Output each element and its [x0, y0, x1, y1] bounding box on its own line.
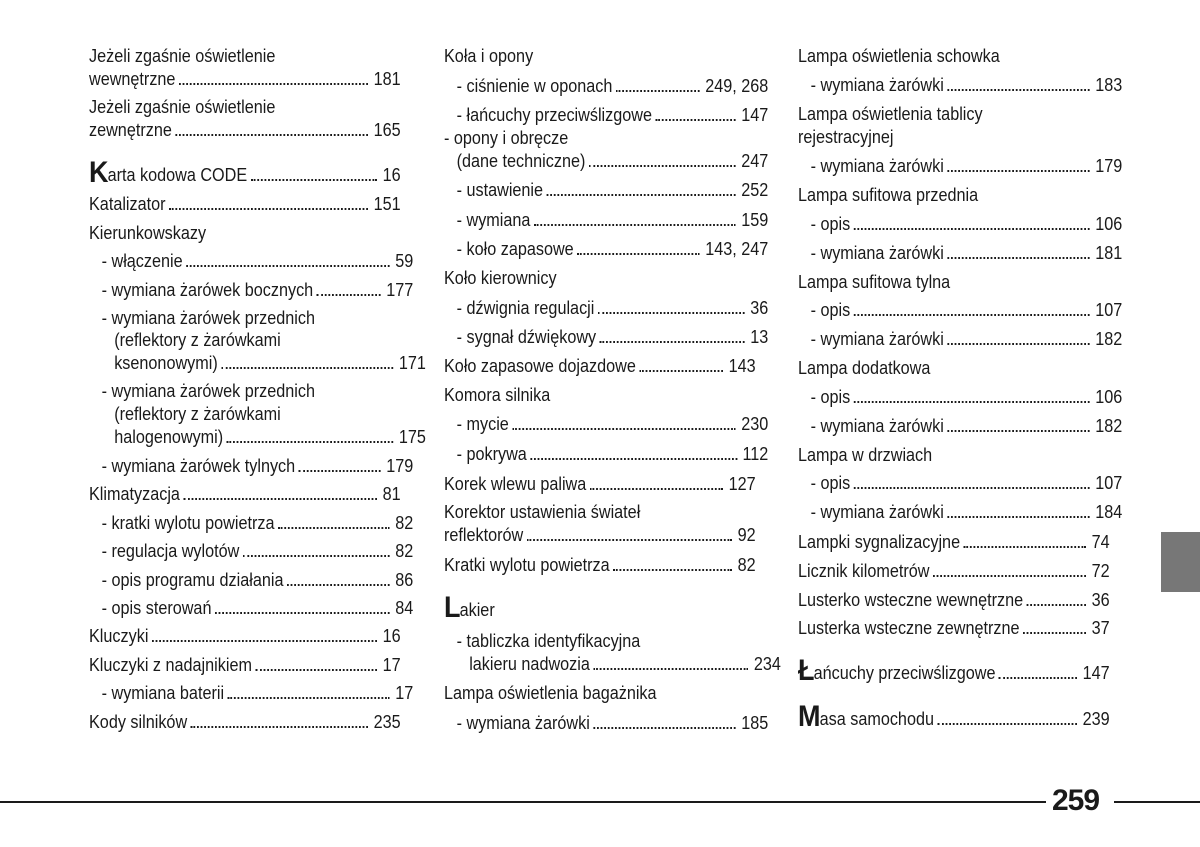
- index-entry: [444, 709, 768, 733]
- dot-leader: [221, 367, 393, 369]
- index-entry-text: - łańcuchy przeciwślizgowe: [456, 105, 652, 125]
- index-entry: [444, 521, 756, 545]
- index-entry: [798, 71, 1122, 95]
- index-entry-text: Lampa oświetlenia schowka: [798, 46, 1000, 66]
- section-initial-letter: Ł: [798, 654, 814, 687]
- index-entry-text: Lampa oświetlenia tablicy: [798, 104, 983, 124]
- dot-leader: [184, 498, 378, 500]
- dot-leader: [854, 314, 1090, 316]
- index-entry: [798, 498, 1122, 522]
- index-entry-text: Komora silnika: [444, 385, 551, 405]
- index-entry-page: 175: [398, 427, 426, 447]
- index-entry: [798, 296, 1122, 320]
- index-entry-text: - regulacja wylotów: [101, 541, 240, 561]
- dot-leader: [613, 569, 732, 571]
- index-entry-page: 13: [750, 327, 769, 347]
- index-entry-text: Kluczyki: [89, 626, 149, 646]
- index-entry: [89, 452, 413, 476]
- index-entry-text: Jeżeli zgaśnie oświetlenie: [89, 97, 276, 117]
- dot-leader: [152, 640, 377, 642]
- section-initial-letter: L: [444, 591, 460, 624]
- index-entry-page: 252: [741, 180, 769, 200]
- index-entry-text: Kierunkowskazy: [89, 223, 207, 243]
- index-entry-text: (reflektory z żarówkami: [114, 330, 281, 350]
- index-entry-page: 84: [395, 598, 414, 618]
- dot-leader: [278, 527, 390, 529]
- index-entry-text: Kody silników: [89, 712, 188, 732]
- index-entry: [89, 326, 426, 350]
- dot-leader: [317, 294, 381, 296]
- index-entry-page: 106: [1095, 387, 1123, 407]
- index-entry-text: - wymiana żarówki: [810, 243, 944, 263]
- footer-rule-right: [1114, 801, 1200, 803]
- index-entry-page: 127: [728, 474, 756, 494]
- index-entry-text: - sygnał dźwiękowy: [456, 327, 597, 347]
- index-entry-page: 59: [395, 251, 414, 271]
- index-entry-text: - opis: [810, 214, 851, 234]
- index-entry-page: 159: [741, 210, 769, 230]
- section-initial-letter: M: [798, 700, 820, 733]
- index-entry-text: - wymiana żarówki: [810, 502, 944, 522]
- dot-leader: [527, 539, 732, 541]
- index-entry-text: - ciśnienie w oponach: [456, 76, 613, 96]
- index-entry: [89, 156, 401, 189]
- index-entry-page: 185: [741, 713, 769, 733]
- dot-leader: [299, 470, 381, 472]
- dot-leader: [938, 723, 1078, 725]
- dot-leader: [947, 89, 1089, 91]
- dot-leader: [1023, 632, 1086, 634]
- index-entry-page: 230: [741, 414, 769, 434]
- index-entry-text: - wymiana żarówek bocznych: [101, 280, 314, 300]
- index-entry: [444, 440, 768, 464]
- index-entry-text: Lampa oświetlenia bagażnika: [444, 683, 657, 703]
- index-entry-text: Kluczyki z nadajnikiem: [89, 655, 252, 675]
- index-entry-page: 72: [1091, 561, 1110, 581]
- dot-leader: [947, 170, 1089, 172]
- index-entry: [798, 383, 1122, 407]
- index-entry-text: (reflektory z żarówkami: [114, 404, 281, 424]
- index-entry-page: 171: [398, 353, 426, 373]
- index-entry: [444, 352, 756, 376]
- index-entry: [89, 349, 426, 373]
- index-entry: [798, 268, 1110, 292]
- index-entry-text: - opis sterowań: [101, 598, 212, 618]
- dot-leader: [947, 257, 1089, 259]
- index-entry-page: 235: [373, 712, 401, 732]
- index-entry: [444, 206, 768, 230]
- index-entry-text: - wymiana żarówki: [456, 713, 590, 733]
- index-entry-page: 181: [1095, 243, 1123, 263]
- index-entry-text: - opis: [810, 387, 851, 407]
- index-entry-text: Korektor ustawienia świateł: [444, 502, 641, 522]
- index-entry: [89, 679, 413, 703]
- index-entry: [798, 210, 1122, 234]
- index-entry-page: 182: [1095, 416, 1123, 436]
- index-entry-page: 92: [737, 525, 756, 545]
- index-entry-page: 106: [1095, 214, 1123, 234]
- section-tab-marker: [1161, 532, 1200, 592]
- index-entry-page: 165: [373, 120, 401, 140]
- index-entry-text: arta kodowa CODE: [107, 165, 248, 185]
- index-entry-text: Katalizator: [89, 194, 166, 214]
- dot-leader: [169, 208, 368, 210]
- index-entry-text: - tabliczka identyfikacyjna: [456, 631, 641, 651]
- index-entry-text: - wymiana żarówek przednich: [101, 381, 315, 401]
- index-entry: [89, 708, 401, 732]
- index-entry: [89, 190, 401, 214]
- index-entry-page: 16: [382, 165, 401, 185]
- page-number: 259: [1052, 784, 1100, 817]
- index-entry-text: ksenonowymi): [114, 353, 218, 373]
- dot-leader: [964, 546, 1087, 548]
- index-entry: [89, 480, 401, 504]
- index-entry: [444, 42, 756, 66]
- dot-leader: [227, 441, 394, 443]
- index-entry: [444, 410, 768, 434]
- index-entry-text: Koło zapasowe dojazdowe: [444, 356, 636, 376]
- index-entry-text: - włączenie: [101, 251, 183, 271]
- index-entry-page: 86: [395, 570, 414, 590]
- index-entry-page: 151: [373, 194, 401, 214]
- index-entry-text: - dźwignia regulacji: [456, 298, 595, 318]
- index-entry: [798, 152, 1122, 176]
- index-entry-text: - ustawienie: [456, 180, 544, 200]
- index-entry-page: 249, 268: [705, 76, 769, 96]
- index-entry: [444, 176, 768, 200]
- index-entry: [89, 594, 413, 618]
- index-entry-text: Koło kierownicy: [444, 268, 557, 288]
- index-entry-text: Klimatyzacja: [89, 484, 180, 504]
- index-entry-text: - opony i obręcze: [444, 128, 569, 148]
- index-entry-text: akier: [459, 600, 495, 620]
- index-entry-page: 182: [1095, 329, 1123, 349]
- index-entry: [89, 247, 413, 271]
- index-entry-page: 107: [1095, 300, 1123, 320]
- index-entry: [444, 101, 768, 125]
- dot-leader: [593, 668, 748, 670]
- index-entry-text: - opis programu działania: [101, 570, 284, 590]
- dot-leader: [656, 119, 736, 121]
- index-entry-text: Kratki wylotu powietrza: [444, 555, 610, 575]
- index-entry: [798, 181, 1110, 205]
- dot-leader: [854, 228, 1090, 230]
- index-entry: [798, 441, 1110, 465]
- index-entry: [89, 423, 426, 447]
- index-entry-page: 179: [386, 456, 414, 476]
- index-entry: [444, 147, 768, 171]
- index-entry-text: - wymiana żarówki: [810, 156, 944, 176]
- index-entry: [798, 528, 1110, 552]
- index-entry-page: 82: [395, 513, 414, 533]
- dot-leader: [256, 669, 378, 671]
- index-entry-text: - pokrywa: [456, 444, 527, 464]
- index-entry-text: Jeżeli zgaśnie oświetlenie: [89, 46, 276, 66]
- index-entry-page: 183: [1095, 75, 1123, 95]
- index-entry: [444, 294, 768, 318]
- index-entry: [89, 509, 413, 533]
- index-entry-text: - wymiana żarówki: [810, 75, 944, 95]
- dot-leader: [639, 370, 723, 372]
- index-entry: [444, 72, 768, 96]
- index-entry-text: - wymiana żarówki: [810, 416, 944, 436]
- index-entry-text: wewnętrzne: [89, 69, 176, 89]
- index-entry-page: 17: [395, 683, 414, 703]
- dot-leader: [600, 341, 745, 343]
- index-entry: [798, 469, 1122, 493]
- index-entry: [798, 614, 1110, 638]
- index-entry: [444, 650, 781, 674]
- index-entry-text: - opis: [810, 473, 851, 493]
- index-entry: [798, 123, 1110, 147]
- index-entry-page: 234: [753, 654, 781, 674]
- index-entry-text: halogenowymi): [114, 427, 224, 447]
- index-entry-page: 179: [1095, 156, 1123, 176]
- dot-leader: [186, 265, 390, 267]
- index-entry-text: Lusterka wsteczne zewnętrzne: [798, 618, 1020, 638]
- index-entry: [89, 65, 401, 89]
- index-entry-text: - wymiana żarówek przednich: [101, 308, 315, 328]
- index-entry-page: 37: [1091, 618, 1110, 638]
- index-entry: [798, 586, 1110, 610]
- index-entry-text: Korek wlewu paliwa: [444, 474, 587, 494]
- index-entry-text: Lampa w drzwiach: [798, 445, 933, 465]
- index-entry-text: - kratki wylotu powietrza: [101, 513, 275, 533]
- dot-leader: [243, 555, 390, 557]
- index-entry-text: ańcuchy przeciwślizgowe: [813, 663, 996, 683]
- index-entry-text: (dane techniczne): [456, 151, 586, 171]
- index-entry-page: 74: [1091, 532, 1110, 552]
- index-entry-text: zewnętrzne: [89, 120, 172, 140]
- index-entry: [89, 93, 401, 117]
- index-entry-page: 107: [1095, 473, 1123, 493]
- index-entry: [798, 239, 1122, 263]
- index-entry-text: Lampa sufitowa tylna: [798, 272, 951, 292]
- index-entry: [89, 400, 426, 424]
- index-entry: [798, 354, 1110, 378]
- index-entry-page: 181: [373, 69, 401, 89]
- dot-leader: [512, 428, 735, 430]
- index-entry-page: 143: [728, 356, 756, 376]
- index-entry-page: 239: [1082, 709, 1110, 729]
- dot-leader: [933, 575, 1086, 577]
- dot-leader: [251, 179, 377, 181]
- index-entry-text: - opis: [810, 300, 851, 320]
- dot-leader: [947, 516, 1089, 518]
- dot-leader: [590, 488, 723, 490]
- index-entry-text: - wymiana żarówki: [810, 329, 944, 349]
- dot-leader: [191, 726, 368, 728]
- index-entry-page: 184: [1095, 502, 1123, 522]
- index-entry-text: lakieru nadwozia: [469, 654, 590, 674]
- dot-leader: [854, 401, 1090, 403]
- index-entry-text: Lampa sufitowa przednia: [798, 185, 979, 205]
- index-entry-page: 36: [750, 298, 769, 318]
- index-entry: [798, 700, 1110, 733]
- index-entry: [798, 412, 1122, 436]
- index-entry: [89, 276, 413, 300]
- index-entry: [798, 557, 1110, 581]
- index-entry-page: 36: [1091, 590, 1110, 610]
- index-entry-text: - wymiana baterii: [101, 683, 225, 703]
- index-entry: [798, 325, 1122, 349]
- index-entry-page: 17: [382, 655, 401, 675]
- index-entry: [444, 323, 768, 347]
- index-entry: [798, 42, 1110, 66]
- index-entry-text: asa samochodu: [819, 709, 934, 729]
- dot-leader: [228, 697, 390, 699]
- index-entry-page: 177: [386, 280, 414, 300]
- index-entry: [798, 100, 1110, 124]
- dot-leader: [547, 194, 736, 196]
- footer-rule-left: [0, 801, 1046, 803]
- index-entry: [444, 381, 756, 405]
- index-entry-text: - wymiana: [456, 210, 531, 230]
- index-entry-page: 147: [741, 105, 769, 125]
- index-entry-page: 82: [737, 555, 756, 575]
- index-entry: [444, 470, 756, 494]
- index-entry-page: 247: [741, 151, 769, 171]
- index-entry: [89, 651, 401, 675]
- index-entry-page: 143, 247: [705, 239, 769, 259]
- index-entry-text: Lampki sygnalizacyjne: [798, 532, 961, 552]
- index-entry: [444, 498, 756, 522]
- index-entry-text: - mycie: [456, 414, 509, 434]
- index-entry-page: 81: [382, 484, 401, 504]
- index-entry-text: Licznik kilometrów: [798, 561, 930, 581]
- dot-leader: [530, 458, 737, 460]
- dot-leader: [215, 612, 390, 614]
- index-entry-text: Koła i opony: [444, 46, 534, 66]
- index-entry: [444, 627, 768, 651]
- dot-leader: [616, 90, 700, 92]
- index-entry: [444, 235, 768, 259]
- index-entry: [89, 566, 413, 590]
- index-entry-text: Lampa dodatkowa: [798, 358, 931, 378]
- dot-leader: [593, 727, 735, 729]
- dot-leader: [589, 165, 736, 167]
- index-entry-text: - koło zapasowe: [456, 239, 574, 259]
- dot-leader: [175, 134, 368, 136]
- index-entry: [89, 304, 413, 328]
- index-entry: [444, 679, 756, 703]
- index-entry-text: - wymiana żarówek tylnych: [101, 456, 296, 476]
- index-entry-text: rejestracyjnej: [798, 127, 894, 147]
- index-entry-page: 82: [395, 541, 414, 561]
- dot-leader: [947, 430, 1089, 432]
- index-entry: [89, 116, 401, 140]
- index-entry: [444, 591, 756, 624]
- index-entry: [89, 42, 401, 66]
- dot-leader: [947, 343, 1089, 345]
- index-entry: [89, 377, 413, 401]
- index-entry: [798, 654, 1110, 687]
- index-entry: [444, 124, 756, 148]
- dot-leader: [534, 224, 736, 226]
- section-initial-letter: K: [89, 156, 108, 189]
- index-entry-page: 16: [382, 626, 401, 646]
- dot-leader: [1027, 604, 1087, 606]
- dot-leader: [999, 677, 1077, 679]
- index-entry-page: 147: [1082, 663, 1110, 683]
- dot-leader: [179, 83, 368, 85]
- index-entry-text: Lusterko wsteczne wewnętrzne: [798, 590, 1024, 610]
- dot-leader: [287, 584, 390, 586]
- index-entry-text: reflektorów: [444, 525, 524, 545]
- index-entry: [89, 622, 401, 646]
- index-entry: [444, 551, 756, 575]
- dot-leader: [854, 487, 1090, 489]
- index-entry: [89, 219, 401, 243]
- index-entry: [89, 537, 413, 561]
- dot-leader: [598, 312, 745, 314]
- index-entry: [444, 264, 756, 288]
- index-entry-page: 112: [742, 444, 769, 464]
- dot-leader: [577, 253, 700, 255]
